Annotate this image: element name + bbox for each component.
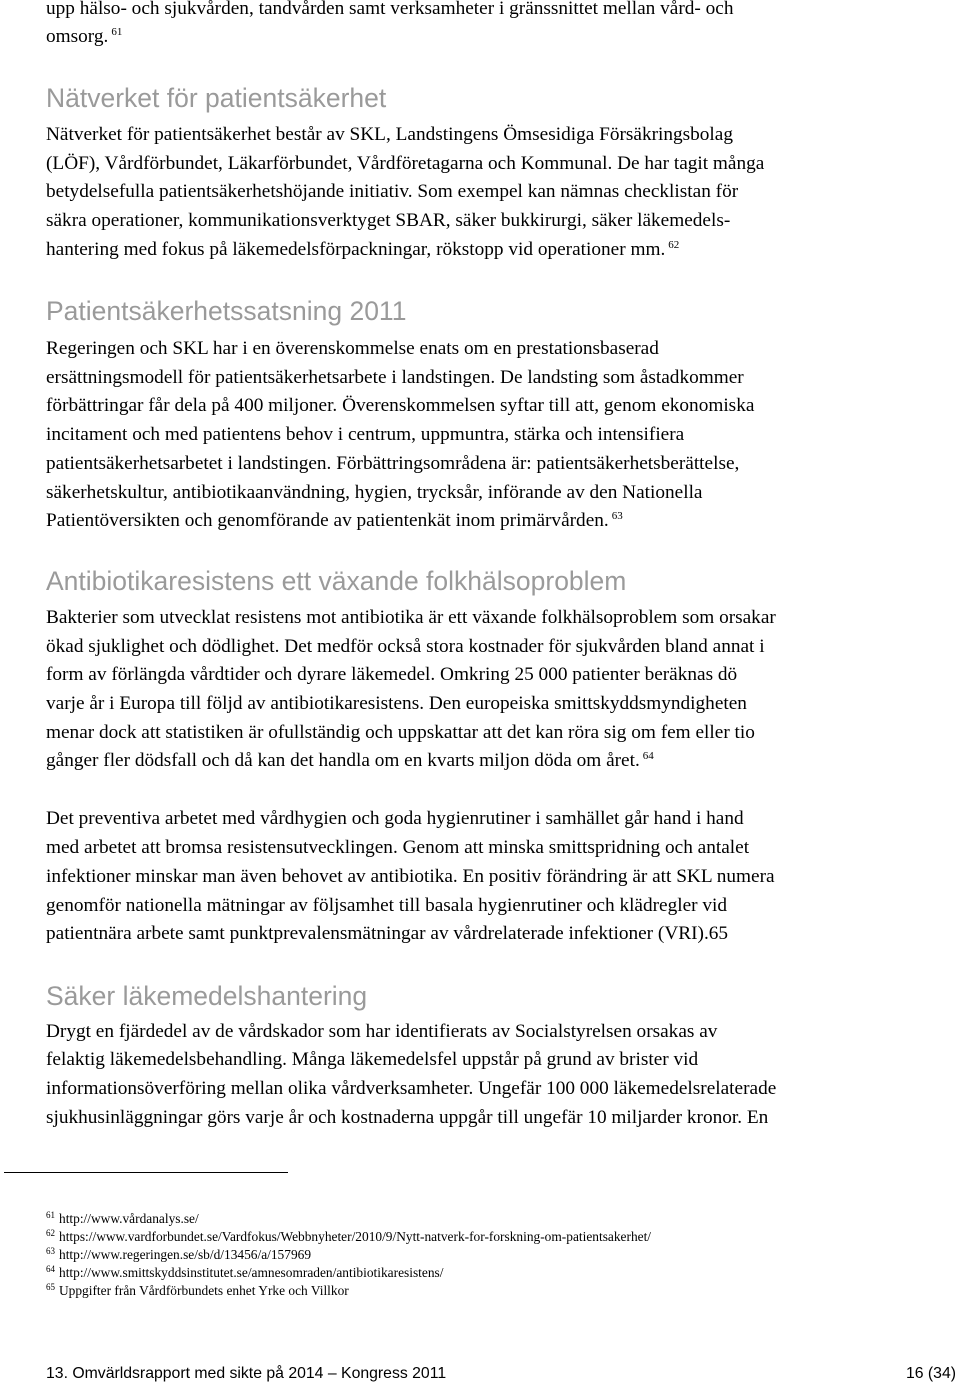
text-line: incitament och med patientens behov i centrum, uppmuntra, stärka och intensifiera xyxy=(46,424,685,445)
text-line: säkerhetskultur, antibiotikaanvändning, hygien, trycksår, införande av den Nationella xyxy=(46,482,703,503)
text-line: menar dock att statistiken är ofullständig och uppskattar att det kan röra sig om fem eller tio xyxy=(46,722,755,743)
footnote-link[interactable]: http://www.vårdanalys.se/ xyxy=(59,1211,199,1226)
text-line: Det preventiva arbetet med vårdhygien och goda hygienrutiner i samhället går hand i hand xyxy=(46,808,744,829)
footnote-ref[interactable]: 62 xyxy=(668,239,680,251)
text-line: varje år i Europa till följd av antibiotikaresistens. Den europeiska smittskyddsmyndigheten xyxy=(46,693,747,714)
footnote: $^{61}$ http://www.vårdanalys.se/ xyxy=(46,1210,199,1226)
text-line: omsorg. $^{61}$ xyxy=(46,26,123,47)
text-line: felaktig läkemedelsbehandling. Många läkemedelsfel uppstår på grund av brister vid xyxy=(46,1049,699,1070)
text-line: upp hälso- och sjukvården, tandvården samt verksamheter i gränssnittet mellan vård- och xyxy=(46,0,734,19)
text-line: säkra operationer, kommunikationsverktyget SBAR, säker bukkirurgi, säker läkemedels- xyxy=(46,210,731,231)
page-number: 16 (34) xyxy=(905,1365,956,1382)
section-heading: Nätverket för patientsäkerhet xyxy=(46,83,387,113)
footnote: $^{64}$ http://www.smittskyddsinstitutet.se/amnesomraden/antibiotikaresistens/ xyxy=(46,1264,444,1280)
text-line: form av förlängda vårdtider och dyrare läkemedel. Omkring 25 000 patienter beräknas dö xyxy=(46,664,738,685)
footnote-separator xyxy=(4,1172,288,1173)
text-line: Regeringen och SKL har i en överenskommelse enats om en prestationsbaserad xyxy=(46,338,659,359)
footnote: $^{65}$ Uppgifter från Vårdförbundets enhet Yrke och Villkor xyxy=(46,1282,349,1298)
text-line: förbättringar får dela på 400 miljoner. Överenskommelsen syftar till att, genom ekonomiska xyxy=(46,395,755,416)
text-line: sjukhusinläggningar görs varje år och kostnaderna uppgår till ungefär 10 miljarder kronor. En xyxy=(46,1107,769,1128)
text-line: ökad sjuklighet och dödlighet. Det medför också stora kostnader för sjukvården bland annat i xyxy=(46,636,765,657)
text-line: Bakterier som utvecklat resistens mot antibiotika är ett växande folkhälsoproblem som orsakar xyxy=(46,607,776,628)
section-heading: Patientsäkerhetssatsning 2011 xyxy=(46,296,407,326)
footnote: $^{63}$ http://www.regeringen.se/sb/d/13456/a/157969 xyxy=(46,1246,312,1262)
text-line: gånger fler dödsfall och då kan det handla om en kvarts miljon döda om året. $^{64}$ xyxy=(46,750,654,771)
footnote: $^{62}$ https://www.vardforbundet.se/Vardfokus/Webbnyheter/2010/9/Nytt-natverk-for-forskning-om-patientsakerhet/ xyxy=(46,1228,652,1244)
text-line: Nätverket för patientsäkerhet består av SKL, Landstingens Ömsesidiga Försäkringsbolag xyxy=(46,124,733,145)
text-line: hantering med fokus på läkemedelsförpackningar, rökstopp vid operationer mm. $^{62}$ xyxy=(46,239,680,260)
text-line: Patientöversikten och genomförande av patientenkät inom primärvården. $^{63}$ xyxy=(46,510,623,531)
text-line: (LÖF), Vårdförbundet, Läkarförbundet, Vårdföretagarna och Kommunal. De har tagit många xyxy=(46,153,765,174)
footnote-ref[interactable]: 61 xyxy=(111,26,123,38)
text-line: patientsäkerhetsarbetet i landstingen. Förbättringsområdena är: patientsäkerhetsberättelse, xyxy=(46,453,740,474)
footnote-link[interactable]: http://www.smittskyddsinstitutet.se/amnesomraden/antibiotikaresistens/ xyxy=(59,1265,444,1280)
footnote-link[interactable]: https://www.vardforbundet.se/Vardfokus/Webbnyheter/2010/9/Nytt-natverk-for-forskning-om-patientsakerhet/ xyxy=(59,1229,652,1244)
text-line: med arbetet att bromsa resistensutvecklingen. Genom att minska smittspridning och antalet xyxy=(46,837,750,858)
text-line: genomför nationella mätningar av följsamhet till basala hygienrutiner och klädregler vid xyxy=(46,895,728,916)
text-line: Drygt en fjärdedel av de vårdskador som har identifierats av Socialstyrelsen orsakas av xyxy=(46,1021,718,1042)
footnote-link[interactable]: http://www.regeringen.se/sb/d/13456/a/157969 xyxy=(59,1247,312,1262)
footnote-ref[interactable]: 64 xyxy=(642,750,654,762)
text-line: betydelsefulla patientsäkerhetshöjande initiativ. Som exempel kan nämnas checklistan för xyxy=(46,181,739,202)
section-heading: Antibiotikaresistens ett växande folkhälsoproblem xyxy=(46,566,627,596)
footer-title: 13. Omvärldsrapport med sikte på 2014 – Kongress 2011 xyxy=(46,1365,447,1382)
section-heading: Säker läkemedelshantering xyxy=(46,981,368,1011)
text-line: patientnära arbete samt punktprevalensmätningar av vårdrelaterade infektioner (VRI).65 xyxy=(46,923,729,944)
footnote-ref[interactable]: 63 xyxy=(611,510,623,522)
text-line: infektioner minskar man även behovet av antibiotika. En positiv förändring är att SKL numera xyxy=(46,866,775,887)
text-line: informationsöverföring mellan olika vårdverksamheter. Ungefär 100 000 läkemedelsrelaterade xyxy=(46,1078,777,1099)
text-line: ersättningsmodell för patientsäkerhetsarbete i landstingen. De landsting som åstadkommer xyxy=(46,367,744,388)
